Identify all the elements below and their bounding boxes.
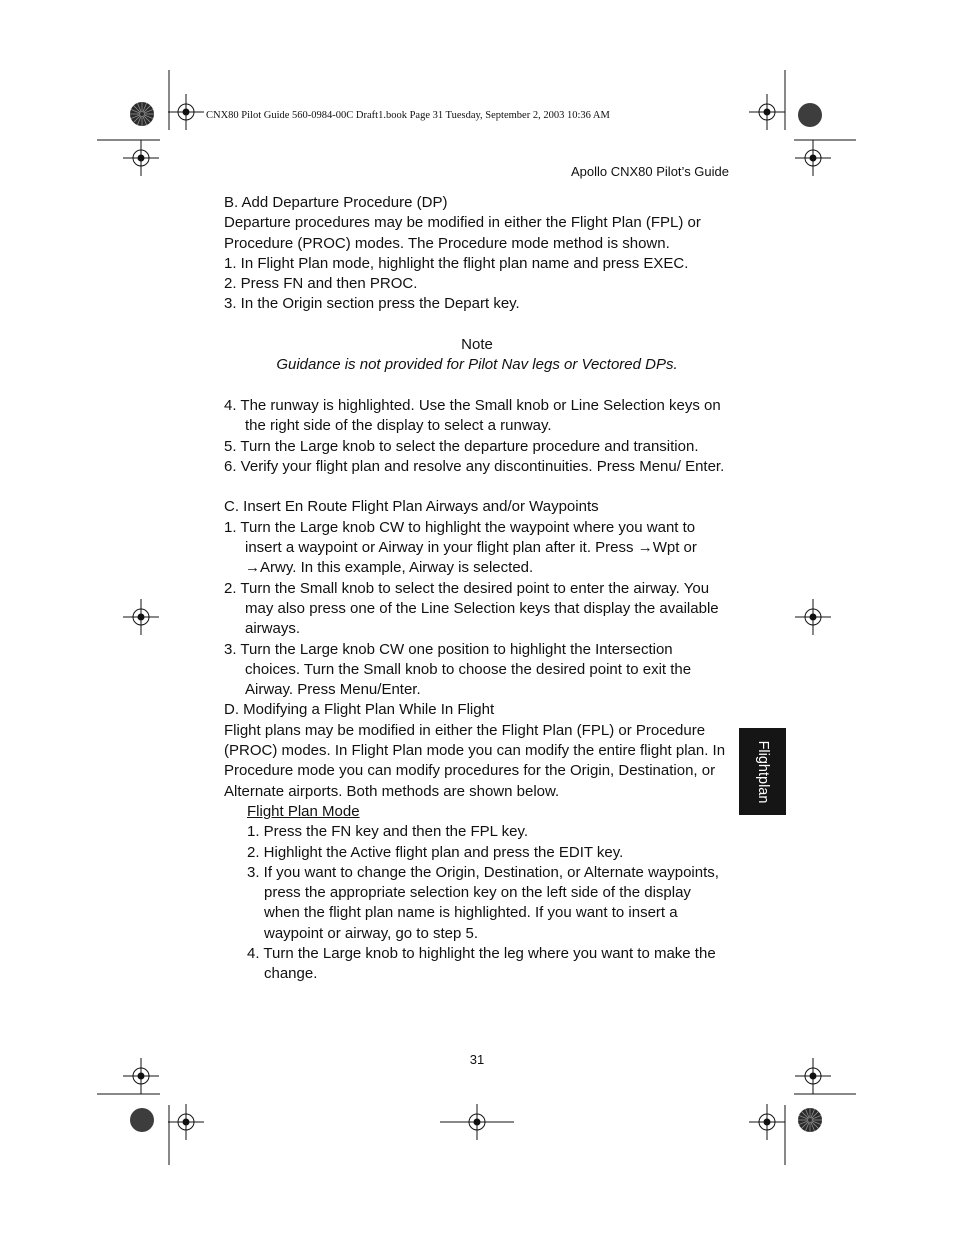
section-d-heading: D. Modifying a Flight Plan While In Flight [224, 701, 495, 719]
key-exec: EXEC [643, 254, 685, 272]
section-b-step-3: 3. In the Origin section press the Depart key. [224, 295, 520, 313]
section-d-step-1: 1. Press the FN key and then the FPL key. [247, 823, 529, 841]
section-b-intro: Departure procedures may be modified in either the Flight Plan (FPL) or Procedure (PROC) modes. The Procedure mode method is shown. [224, 214, 701, 252]
page-number: 31 [469, 1052, 485, 1067]
note-title: Note [461, 336, 493, 354]
starburst-icon [130, 102, 154, 126]
section-d-step-4: 4. Turn the Large knob to highlight the leg where you want to make the change. [247, 944, 716, 983]
section-c-heading: C. Insert En Route Flight Plan Airways and/or Waypoints [224, 498, 599, 516]
key-wpt: →Wpt [637, 539, 680, 557]
starburst-icon [798, 1108, 822, 1132]
key-large: Large [322, 944, 362, 962]
section-c-step-1: 1. Turn the Large knob CW to highlight the waypoint where you want to insert a waypoint or Airway in your flight plan after it. Press →Wpt or →Arwy. In this example, Airway is selected. [224, 518, 697, 577]
section-b-step-6: 6. Verify your flight plan and resolve any discontinuities. Press Menu/ Enter. [224, 457, 725, 475]
registration-target-icon [123, 599, 159, 635]
key-depart: Depart [444, 295, 490, 313]
key-proc: PROC [369, 275, 414, 293]
registration-target-icon [123, 1058, 159, 1094]
key-menu-enter: Menu/Enter [339, 681, 417, 699]
registration-target-icon [795, 599, 831, 635]
key-edit: EDIT [558, 843, 593, 861]
note-text: Guidance is not provided for Pilot Nav legs or Vectored DPs. [276, 356, 678, 374]
crop-marks [97, 70, 856, 1165]
flight-plan-mode-heading: Flight Plan Mode [247, 802, 360, 820]
section-b-step-1: 1. In Flight Plan mode, highlight the flight plan name and press EXEC. [224, 254, 689, 272]
section-c-step-3: 3. Turn the Large knob CW one position to highlight the Intersection choices. Turn the Small knob to choose the desired point to exit the Airway. Press Menu/Enter. [224, 640, 692, 699]
gray-disc-icon [130, 1108, 154, 1132]
registration-target-icon [795, 140, 831, 176]
registration-target-icon [168, 94, 204, 130]
gray-disc-icon [798, 103, 822, 127]
registration-target-icon [440, 1104, 514, 1140]
section-c-step-2: 2. Turn the Small knob to select the desired point to enter the airway. You may also press one of the Line Selection keys that display the available airways. [224, 579, 719, 638]
key-menu-enter: Menu/ Enter [639, 457, 721, 475]
section-d-step-3: 3. If you want to change the Origin, Destination, or Alternate waypoints, press the appropriate selection key on the left side of the display when the flight plan name is highlighted. If you want to insert a waypoint or airway, go to step 5. [247, 863, 719, 942]
section-d-step-2: 2. Highlight the Active flight plan and press the EDIT key. [247, 843, 624, 861]
key-large: Large [299, 518, 339, 536]
running-head: Apollo CNX80 Pilot’s Guide [570, 164, 729, 179]
registration-target-icon [749, 94, 785, 130]
section-b-step-2: 2. Press FN and then PROC. [224, 275, 418, 293]
section-b-step-4: 4. The runway is highlighted. Use the Small knob or Line Selection keys on the right side of the display to select a runway. [224, 396, 721, 435]
registration-target-icon [123, 140, 159, 176]
key-large: Large [299, 437, 339, 455]
key-small: Small [474, 396, 513, 414]
registration-target-icon [168, 1104, 204, 1140]
key-large: Large [299, 640, 339, 658]
key-fn: FN [283, 275, 304, 293]
registration-target-icon [795, 1058, 831, 1094]
registration-target-icon [749, 1104, 785, 1140]
side-tab-label: Flightplan [754, 740, 771, 803]
key-small: Small [299, 579, 338, 597]
key-arwy: →Arwy [245, 559, 293, 577]
print-slug: CNX80 Pilot Guide 560-0984-00C Draft1.book Page 31 Tuesday, September 2, 2003 10:36 AM [206, 110, 610, 121]
section-b-heading: B. Add Departure Procedure (DP) [224, 194, 448, 211]
key-fpl: FPL [470, 823, 498, 841]
section-b-step-5: 5. Turn the Large knob to select the departure procedure and transition. [224, 437, 699, 455]
key-small: Small [363, 660, 401, 678]
key-fn: FN [331, 823, 352, 841]
section-d-intro: Flight plans may be modified in either the Flight Plan (FPL) or Procedure (PROC) modes. In Flight Plan mode you can modify the entire flight plan. In Procedure mode you can modify procedures for the Origin, Destination, or Alternate airports. Both methods are shown below. [224, 721, 726, 800]
